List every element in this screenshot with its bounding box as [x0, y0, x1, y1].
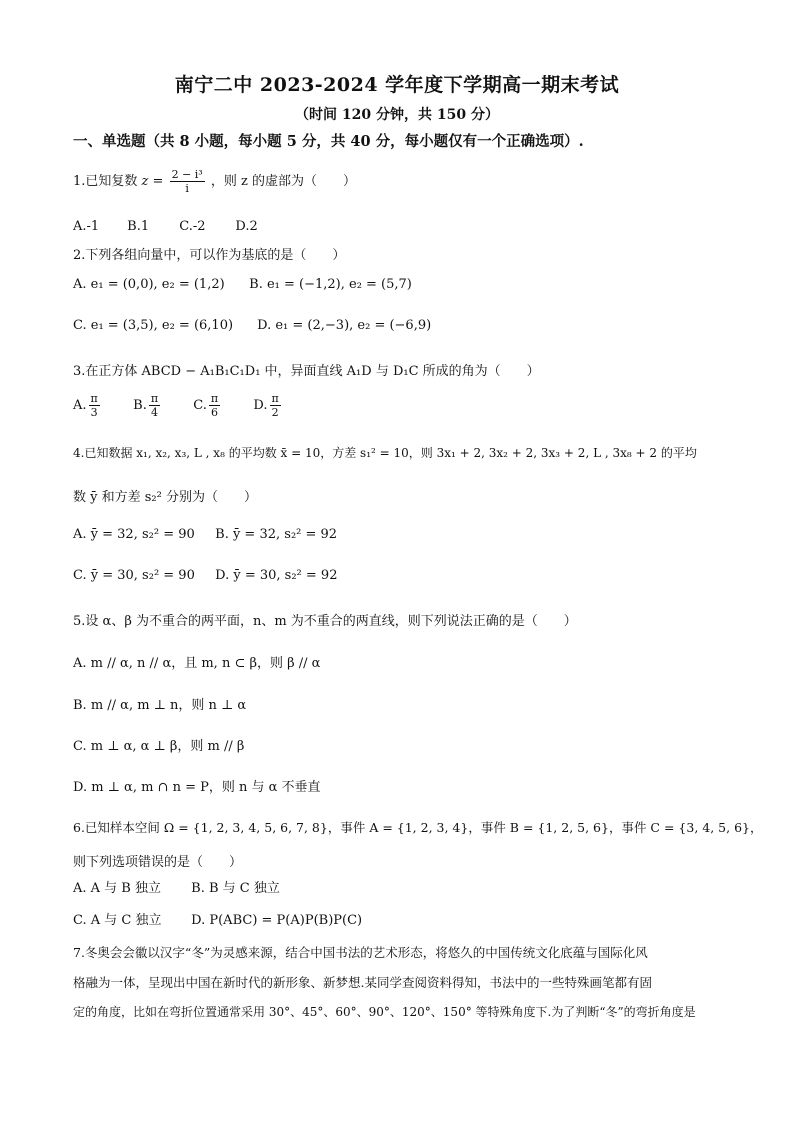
option-c: C. ȳ = 30, s₂² = 90: [73, 568, 195, 583]
option-a: A.-1: [73, 219, 100, 234]
option-d: D. ȳ = 30, s₂² = 92: [215, 568, 338, 583]
option-b: B. $\frac{\pi}{4}$: [133, 392, 159, 419]
option-b: B. ȳ = 32, s₂² = 92: [215, 527, 338, 542]
option-d: D. P(ABC) = P(A)P(B)P(C): [191, 913, 363, 928]
section-heading: 一、单选题（共 8 小题，每小题 5 分，共 40 分，每小题仅有一个正确选项）.: [73, 133, 584, 150]
question-2-stem: 2.下列各组向量中，可以作为基底的是（ ）: [73, 248, 346, 263]
option-a: A. ȳ = 32, s₂² = 90: [73, 527, 195, 542]
option-c: C. e₁ = (3,5), e₂ = (6,10): [73, 318, 234, 333]
option-c: C. $\frac{\pi}{6}$: [193, 392, 219, 419]
question-7-line2: 格融为一体，呈现出中国在新时代的新形象、新梦想.某同学查阅资料得知，书法中的一些特殊画笔都有固: [73, 975, 652, 990]
option-a: A. A 与 B 独立: [73, 881, 161, 896]
option-b: B. e₁ = (−1,2), e₂ = (5,7): [249, 277, 412, 292]
option-d: D. e₁ = (2,−3), e₂ = (−6,9): [257, 318, 432, 333]
option-a: A. e₁ = (0,0), e₂ = (1,2): [73, 277, 225, 292]
question-4-options-cd: [73, 568, 337, 583]
question-7-line3: 定的角度，比如在弯折位置通常采用 30°、45°、60°、90°、120°、150° 等特殊角度下.为了判断“冬”的弯折角度是: [73, 1005, 696, 1019]
option-a: A. $\frac{\pi}{3}$: [73, 392, 98, 419]
question-6-stem-line1: 6.已知样本空间 Ω = {1, 2, 3, 4, 5, 6, 7, 8}，事件 A = {1, 2, 3, 4}，事件 B = {1, 2, 5, 6}，事件 C = {3, 4, 5, 6}，: [73, 820, 763, 835]
question-3-options: [73, 392, 283, 419]
option-b: B.1: [127, 219, 150, 234]
option-b: B. B 与 C 独立: [191, 881, 280, 896]
option-d: D. $\frac{\pi}{2}$: [253, 392, 279, 419]
question-5-option-a: A. m // α, n // α，且 m, n ⊂ β，则 β // α: [73, 656, 321, 671]
question-4-stem-line2: 数 ȳ 和方差 s₂² 分别为（ ）: [73, 490, 257, 505]
question-5-option-d: D. m ⊥ α, m ∩ n = P，则 n 与 α 不垂直: [73, 780, 321, 795]
question-6-options-cd: [73, 909, 362, 928]
question-2-options-cd: [73, 318, 431, 333]
q1-fraction: $\frac{\text{2 − i³}}{i}$: [171, 168, 203, 195]
question-1-options: [73, 219, 258, 234]
option-d: D.2: [235, 219, 258, 234]
exam-title: 南宁二中 2023-2024 学年度下学期高一期末考试: [174, 74, 620, 96]
question-1-stem: 1.已知复数 z = $\frac{\text{2 − i³}}{i}$ ，则 z 的虚部为（ ）: [73, 168, 356, 195]
question-5-option-c: C. m ⊥ α, α ⊥ β，则 m // β: [73, 739, 245, 754]
exam-subtitle: （时间 120 分钟，共 150 分）: [295, 107, 499, 123]
question-3-stem: 3.在正方体 ABCD − A₁B₁C₁D₁ 中，异面直线 A₁D 与 D₁C 所成的角为（ ）: [73, 364, 540, 379]
question-4-stem-line1: 4.已知数据 x₁, x₂, x₃, L , x₈ 的平均数 x̄ = 10，方差 s₁² = 10，则 3x₁ + 2, 3x₂ + 2, 3x₃ + 2, L , 3x₈ + 2 的平均: [73, 446, 697, 460]
question-6-options-ab: [73, 877, 280, 896]
question-2-options-ab: [73, 277, 412, 292]
option-c: C.-2: [179, 219, 206, 234]
question-6-stem-line2: 则下列选项错误的是（ ）: [73, 855, 243, 870]
question-7-line1: 7.冬奥会会徽以汉字“冬”为灵感来源，结合中国书法的艺术形态，将悠久的中国传统文化底蕴与国际化风: [73, 945, 648, 960]
question-5-option-b: B. m // α, m ⊥ n，则 n ⊥ α: [73, 698, 247, 713]
question-5-stem: 5.设 α、β 为不重合的两平面，n、m 为不重合的两直线，则下列说法正确的是（ ）: [73, 614, 577, 629]
option-c: C. A 与 C 独立: [73, 913, 162, 928]
question-4-options-ab: [73, 527, 337, 542]
